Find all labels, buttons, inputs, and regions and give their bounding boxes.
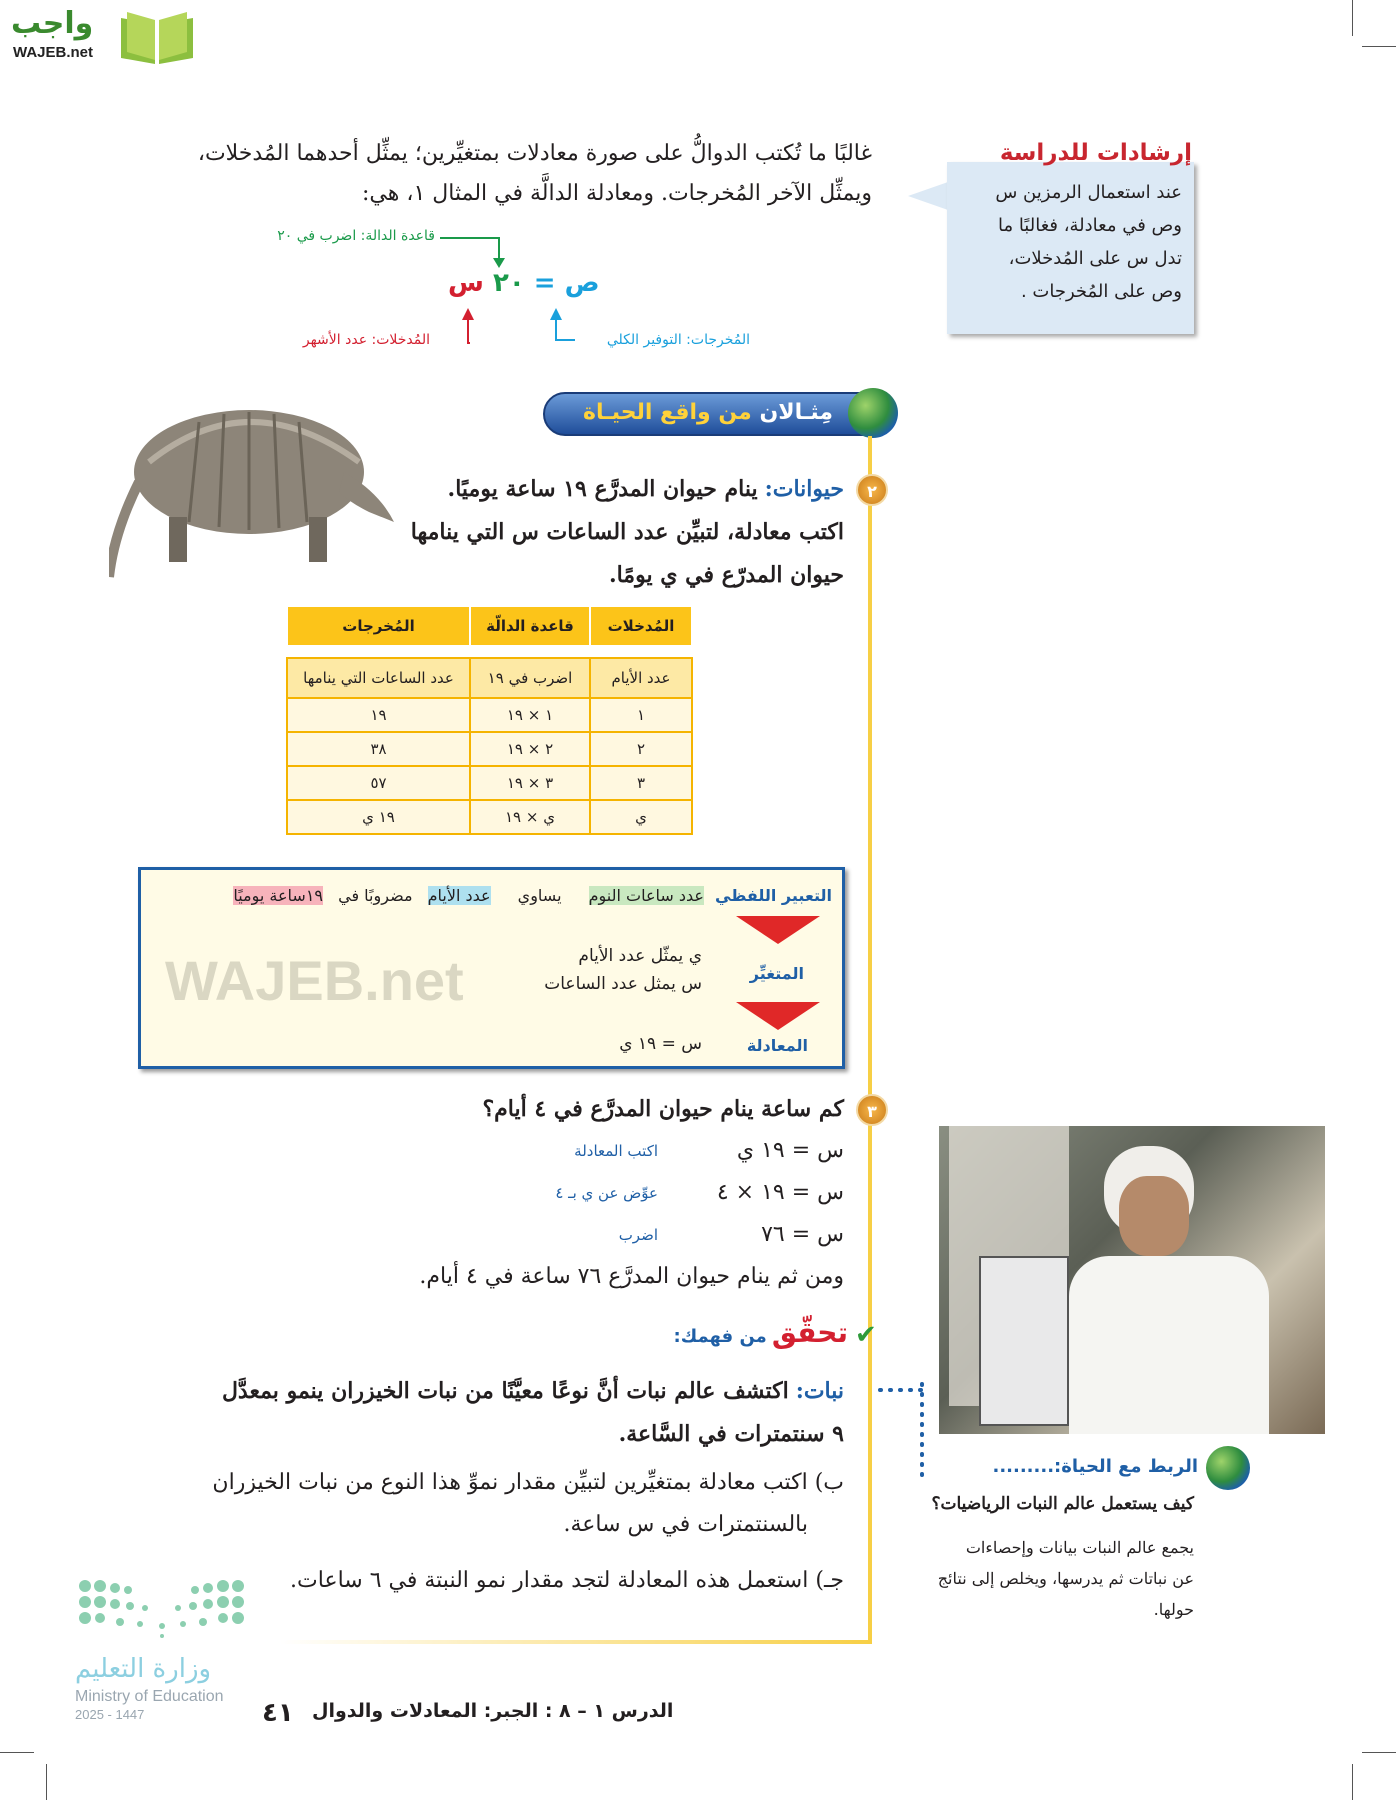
down-arrow-icon: [736, 916, 820, 944]
text-line: عن نباتات ثم يدرسها، ويخلص إلى نتائج: [937, 1569, 1194, 1588]
table-cell: ٣: [590, 766, 692, 800]
table-row: [287, 698, 692, 732]
problem-text: اكتشف عالم نبات أنَّ نوعًا معيَّنًا من نبات الخيزران ينمو بمعدَّل: [221, 1378, 789, 1404]
table-subheader: اضرب في ١٩: [470, 658, 590, 698]
verbal-label: التعبير اللفظي: [715, 886, 832, 905]
globe-icon: [1206, 1446, 1250, 1490]
eq-equals: =: [533, 268, 556, 298]
table-header: المُخرجات: [287, 606, 470, 646]
ministry-name-en: Ministry of Education: [75, 1688, 224, 1705]
table-cell: ١: [590, 698, 692, 732]
step-note: عوِّض عن ي بـ ٤: [555, 1184, 658, 1202]
table-row: [287, 766, 692, 800]
eq-output-var: ص: [564, 268, 600, 298]
function-rule-label: قاعدة الدالة: اضرب في ٢٠: [277, 228, 435, 244]
example-bottom-rule: [280, 1640, 872, 1644]
intro-paragraph: غالبًا ما تُكتب الدوالُّ على صورة معادلات بمتغيِّرين؛ يمثِّل أحدهما المُدخلات، ويمثِّل الآخر المُخرجات. ومعادلة الدالَّة في المثال ١، هي:: [197, 141, 872, 206]
watermark: WAJEB.net: [165, 949, 464, 1012]
example-text: اكتب معادلة، لتبيِّن عدد الساعات س التي ينامها: [410, 519, 844, 545]
part-label: جـ): [815, 1568, 844, 1593]
part-label: ب): [814, 1470, 844, 1495]
table-cell: ي: [590, 800, 692, 834]
study-tip-title: إرشادات للدراسة: [999, 140, 1192, 166]
example-number-badge: ٣: [856, 1094, 888, 1126]
verbal-part: ١٩ساعة يوميًا: [233, 886, 324, 905]
variable-definition: ي يمثّل عدد الأيام: [578, 946, 702, 966]
output-label: المُخرجات: التوفير الكلي: [606, 332, 750, 348]
problem-topic: نبات:: [795, 1378, 844, 1404]
variable-label: المتغيِّر: [749, 964, 804, 983]
crop-mark: [46, 1764, 47, 1800]
crop-mark: [1352, 0, 1353, 36]
eq-input-var: س: [448, 268, 484, 298]
wajeb-logo[interactable]: [11, 6, 191, 64]
step-note: اكتب المعادلة: [574, 1142, 658, 1160]
page-number: ٤١: [262, 1698, 294, 1728]
verbal-row: [142, 886, 832, 905]
equation-value: س = ١٩ ي: [619, 1034, 702, 1054]
verbal-part: عدد ساعات النوم: [588, 886, 704, 905]
verbal-part: عدد الأيام: [427, 886, 491, 905]
table-header: قاعدة الدالّة: [470, 606, 590, 646]
table-row: [287, 800, 692, 834]
crop-mark: [0, 1752, 34, 1753]
example-topic: حيوانات:: [764, 476, 844, 502]
tip-line: وص في معادلة، فغالبًا ما: [997, 215, 1182, 236]
crop-mark: [1362, 46, 1396, 47]
check-subtitle: من فهمك:: [673, 1326, 767, 1347]
table-cell: ي × ١٩: [470, 800, 590, 834]
verbal-part: يساوي: [517, 886, 562, 905]
link-title-text: الربط مع الحياة:: [1054, 1456, 1198, 1477]
input-label: المُدخلات: عدد الأشهر: [302, 332, 430, 348]
dotted-connector: [876, 1386, 926, 1396]
real-world-examples-banner: [543, 392, 895, 436]
ministry-dots-emblem: [75, 1578, 250, 1638]
table-cell: ٣٨: [287, 732, 470, 766]
crop-mark: [1362, 1752, 1396, 1753]
part-text: اكتب معادلة بمتغيِّرين لتبيِّن مقدار نموِّ هذا النوع من نبات الخيزران: [212, 1470, 808, 1495]
table-cell: ١ × ١٩: [470, 698, 590, 732]
tip-line: عند استعمال الرمزين س: [995, 182, 1182, 203]
real-life-question: كيف يستعمل عالم النبات الرياضيات؟: [931, 1494, 1194, 1514]
banner-text: مِثـالان: [759, 400, 833, 425]
text-line: حولها.: [1153, 1600, 1194, 1619]
example-2: [144, 468, 844, 597]
plant-problem: [184, 1370, 844, 1456]
check-title: تحقّق: [771, 1316, 848, 1349]
study-tip-box: [947, 162, 1194, 334]
real-life-text: [864, 1532, 1194, 1625]
example-3-question: كم ساعة ينام حيوان المدرَّع في ٤ أيام؟: [482, 1096, 844, 1122]
function-equation: [448, 268, 600, 298]
table-cell: ١٩ ي: [287, 800, 470, 834]
logo-domain: WAJEB.net: [13, 44, 94, 61]
book-icon: [117, 10, 197, 66]
table-cell: ٣ × ١٩: [470, 766, 590, 800]
table-cell: ١٩: [287, 698, 470, 732]
table-subheader: عدد الساعات التي ينامها: [287, 658, 470, 698]
check-understanding-heading: [548, 1316, 848, 1349]
checkmark-icon: ✔: [855, 1320, 877, 1350]
solution-step: س = ٧٦: [761, 1222, 844, 1247]
table-header: المُدخلات: [590, 606, 692, 646]
eq-coefficient: ٢٠: [492, 268, 525, 298]
example-side-rule: [868, 436, 872, 1642]
crop-mark: [1352, 1764, 1353, 1800]
example-number-badge: ٢: [856, 474, 888, 506]
ministry-name-ar: وزارة التعليم: [75, 1654, 212, 1684]
tip-pointer: [908, 182, 948, 210]
function-table: [286, 605, 693, 835]
table-cell: ٢: [590, 732, 692, 766]
lesson-title: الدرس ١ – ٨ : الجبر: المعادلات والدوال: [312, 1700, 674, 1722]
ministry-year: 2025 - 1447: [75, 1707, 145, 1722]
ministry-logo: [75, 1578, 250, 1723]
table-cell: ٥٧: [287, 766, 470, 800]
solution-step: س = ١٩ ي: [736, 1138, 844, 1163]
table-subheader: عدد الأيام: [590, 658, 692, 698]
problem-part-b: [184, 1462, 844, 1546]
text-line: يجمع عالم النبات بيانات وإحصاءات: [965, 1538, 1194, 1557]
logo-text: واجب: [11, 6, 94, 41]
equation-label: المعادلة: [746, 1036, 808, 1055]
tip-line: وص على المُخرجات .: [1020, 281, 1182, 302]
problem-text: ٩ سنتمترات في السَّاعة.: [618, 1421, 844, 1447]
real-life-link-title: الربط مع الحياة:.........: [992, 1456, 1198, 1477]
verbal-part: مضروبًا في: [338, 886, 413, 905]
part-text: استعمل هذه المعادلة لتجد مقدار نمو النبتة في ٦ ساعات.: [290, 1568, 809, 1593]
tip-line: تدل س على المُدخلات،: [1008, 248, 1182, 269]
banner-text-highlight: من واقع الحيـاة: [582, 400, 752, 425]
part-text: بالسنتمترات في س ساعة.: [563, 1512, 808, 1537]
botanist-photo: [939, 1126, 1325, 1434]
example-3-conclusion: ومن ثم ينام حيوان المدرَّع ٧٦ ساعة في ٤ أيام.: [419, 1264, 844, 1289]
variable-definition: س يمثل عدد الساعات: [544, 974, 702, 994]
globe-icon: [848, 388, 898, 438]
down-arrow-icon: [736, 1002, 820, 1030]
example-text: ينام حيوان المدرَّع ١٩ ساعة يوميًا.: [447, 476, 758, 502]
example-text: حيوان المدرّع في ي يومًا.: [608, 562, 844, 588]
problem-part-c: [184, 1560, 844, 1602]
solution-step: س = ١٩ × ٤: [716, 1180, 844, 1205]
table-row: [287, 732, 692, 766]
table-cell: ٢ × ١٩: [470, 732, 590, 766]
step-note: اضرب: [618, 1226, 658, 1244]
